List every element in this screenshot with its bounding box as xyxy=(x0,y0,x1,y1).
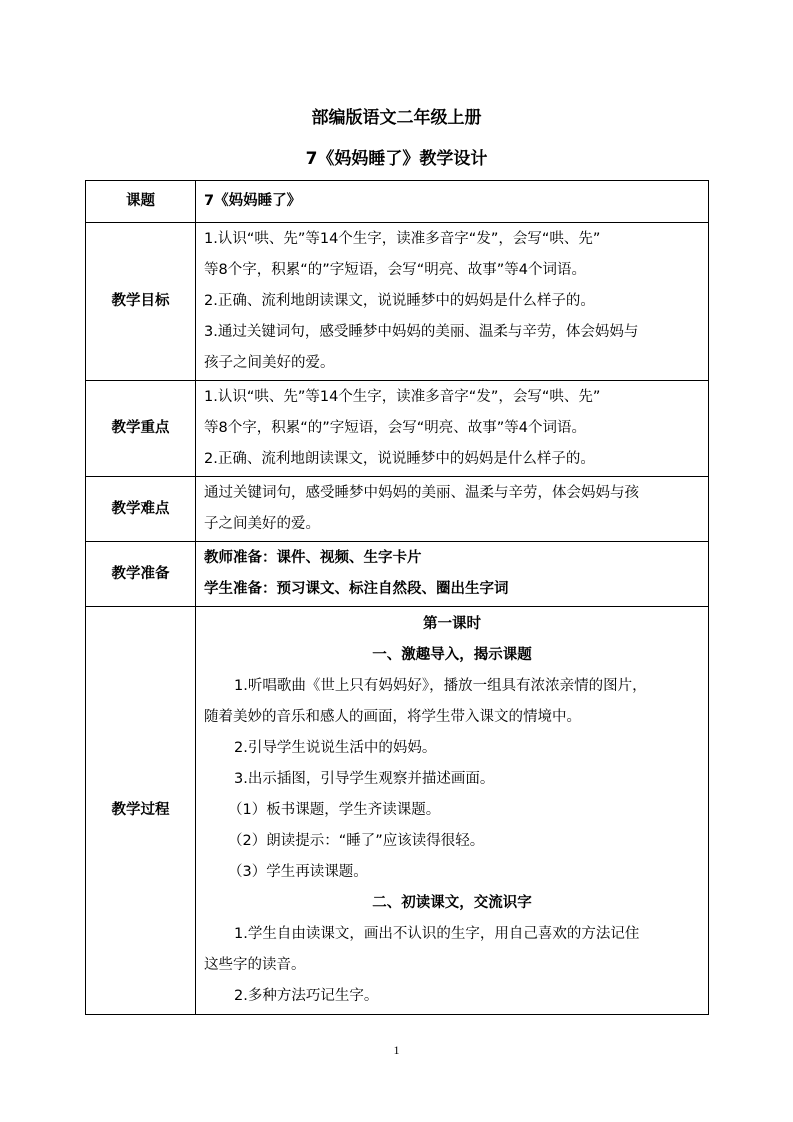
row-key-points xyxy=(86,381,709,477)
label-process: 教学过程 xyxy=(86,607,196,1015)
difficulty-line: 子之间美好的爱。 xyxy=(204,516,320,532)
section-heading: 一、激趣导入，揭示课题 xyxy=(372,647,532,663)
value-objectives xyxy=(196,223,709,381)
objective-line: 等8个字，积累“的”字短语，会写“明亮、故事”等4个词语。 xyxy=(204,262,586,278)
row-process xyxy=(86,607,709,1015)
preparation-line: 教师准备：课件、视频、生字卡片 xyxy=(204,550,422,566)
process-line: 随着美妙的音乐和感人的画面，将学生带入课文的情境中。 xyxy=(204,709,581,725)
value-key-points xyxy=(196,381,709,477)
page-title: 部编版语文二年级上册 xyxy=(311,108,482,128)
process-line: 1.学生自由读课文，画出不认识的生字，用自己喜欢的方法记住 xyxy=(234,926,640,942)
process-line: 3.出示插图，引导学生观察并描述画面。 xyxy=(234,771,495,787)
row-difficulties xyxy=(86,477,709,542)
page-number: 1 xyxy=(393,1043,400,1057)
period-heading: 第一课时 xyxy=(423,616,481,632)
value-process xyxy=(196,607,709,1015)
page-subtitle: 7《妈妈睡了》教学设计 xyxy=(305,149,488,169)
row-objectives xyxy=(86,223,709,381)
label-key-points: 教学重点 xyxy=(86,381,196,477)
process-line: （1）板书课题，学生齐读课题。 xyxy=(228,802,441,818)
process-line: 1.听唱歌曲《世上只有妈妈好》，播放一组具有浓浓亲情的图片， xyxy=(234,678,647,694)
value-difficulties xyxy=(196,477,709,542)
preparation-line: 学生准备：预习课文、标注自然段、圈出生字词 xyxy=(204,581,509,597)
key-point-line: 等8个字，积累“的”字短语，会写“明亮、故事”等4个词语。 xyxy=(204,420,586,436)
process-line: 2.引导学生说说生活中的妈妈。 xyxy=(234,740,437,756)
row-preparation xyxy=(86,542,709,607)
label-preparation: 教学准备 xyxy=(86,542,196,607)
process-line: （2）朗读提示：“睡了”应该读得很轻。 xyxy=(228,833,485,849)
process-line: 2.多种方法巧记生字。 xyxy=(234,988,379,1004)
objective-line: 2.正确、流利地朗读课文，说说睡梦中的妈妈是什么样子的。 xyxy=(204,293,595,309)
label-difficulties: 教学难点 xyxy=(86,477,196,542)
difficulty-line: 通过关键词句，感受睡梦中妈妈的美丽、温柔与辛劳，体会妈妈与孩 xyxy=(204,485,639,501)
key-point-line: 2.正确、流利地朗读课文，说说睡梦中的妈妈是什么样子的。 xyxy=(204,451,595,467)
lesson-plan-table xyxy=(85,180,709,1015)
value-preparation xyxy=(196,542,709,607)
label-objectives: 教学目标 xyxy=(86,223,196,381)
objective-line: 孩子之间美好的爱。 xyxy=(204,355,335,371)
process-line: （3）学生再读课题。 xyxy=(228,864,368,880)
value-lesson: 7《妈妈睡了》 xyxy=(196,181,709,223)
key-point-line: 1.认识“哄、先”等14个生字，读准多音字“发”，会写“哄、先” xyxy=(204,389,601,405)
objective-line: 3.通过关键词句，感受睡梦中妈妈的美丽、温柔与辛劳，体会妈妈与 xyxy=(204,324,639,340)
objective-line: 1.认识“哄、先”等14个生字，读准多音字“发”，会写“哄、先” xyxy=(204,231,601,247)
row-lesson xyxy=(86,181,709,223)
label-lesson: 课题 xyxy=(86,181,196,223)
process-line: 这些字的读音。 xyxy=(204,957,306,973)
section-heading: 二、初读课文，交流识字 xyxy=(372,895,532,911)
